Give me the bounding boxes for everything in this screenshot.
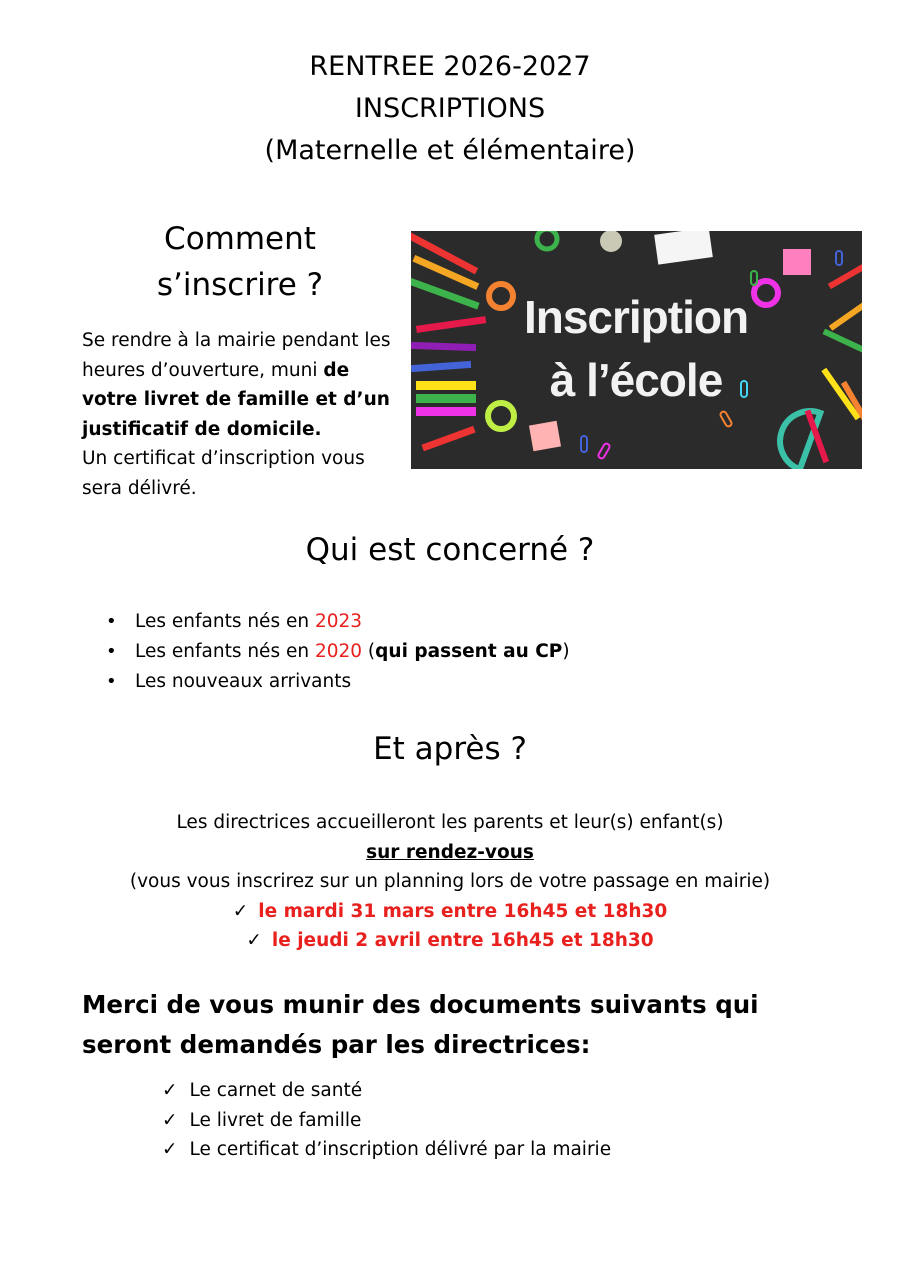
how-to-register-heading (90, 216, 390, 308)
year-2023: 2023 (314, 611, 363, 632)
title-line-inscriptions: INSCRIPTIONS (354, 93, 546, 124)
check-icon: ✓ (162, 1139, 178, 1160)
list-item: • Les enfants nés en 2023 (106, 607, 806, 637)
who-concerned-heading: Qui est concerné ? (305, 532, 595, 568)
how-text-part1: Se rendre à la mairie pendant les heures d’ouverture, muni (82, 330, 391, 381)
after-line3: (vous vous inscrirez sur un planning lors de votre passage en mairie) (129, 871, 771, 892)
check-icon: ✓ (246, 930, 262, 951)
how-to-register-text (82, 326, 402, 503)
title-line-levels: (Maternelle et élémentaire) (264, 135, 636, 166)
date-line-1: ✓ le mardi 31 mars entre 16h45 et 18h30 (232, 900, 668, 922)
how-heading-line2: s’inscrire ? (156, 267, 324, 303)
after-text (0, 808, 900, 956)
sticky-note-pink (529, 421, 561, 451)
sticky-note-magenta (783, 249, 811, 275)
how-text-part2: Un certificat d’inscription vous sera délivré. (82, 448, 365, 499)
year-2020: 2020 (314, 641, 363, 662)
check-icon: ✓ (232, 900, 249, 922)
list-item: • Les enfants nés en 2020 (qui passent au CP) (106, 637, 806, 667)
school-registration-image (411, 231, 862, 469)
documents-heading: Merci de vous munir des documents suivants qui seront demandés par les directrices: (82, 990, 759, 1059)
date-line-2: ✓ le jeudi 2 avril entre 16h45 et 18h30 (246, 930, 654, 951)
after-line1: Les directrices accueilleront les parents et leur(s) enfant(s) (176, 812, 724, 833)
how-heading-line1: Comment (164, 221, 316, 257)
check-icon: ✓ (162, 1109, 178, 1131)
documents-list (162, 1076, 802, 1165)
after-heading: Et après ? (373, 731, 527, 767)
list-item: • Les nouveaux arrivants (106, 667, 806, 697)
tape-measure (600, 231, 622, 252)
check-icon: ✓ (162, 1080, 178, 1101)
list-item: ✓ Le livret de famille (162, 1109, 362, 1131)
appointment-note: sur rendez-vous (366, 841, 534, 863)
image-caption-line1: Inscription (523, 291, 749, 343)
who-concerned-list (106, 607, 806, 697)
page-title-block (0, 46, 900, 172)
title-line-rentree: RENTREE 2026-2027 (309, 51, 591, 82)
list-item: ✓ Le carnet de santé (162, 1080, 363, 1101)
cp-note: qui passent au CP (375, 641, 563, 662)
image-caption-line2: à l’école (549, 354, 723, 406)
how-text-bold: de votre livret de famille et d’un justificatif de domicile. (82, 359, 390, 440)
list-item: ✓ Le certificat d’inscription délivré par la mairie (162, 1139, 612, 1160)
